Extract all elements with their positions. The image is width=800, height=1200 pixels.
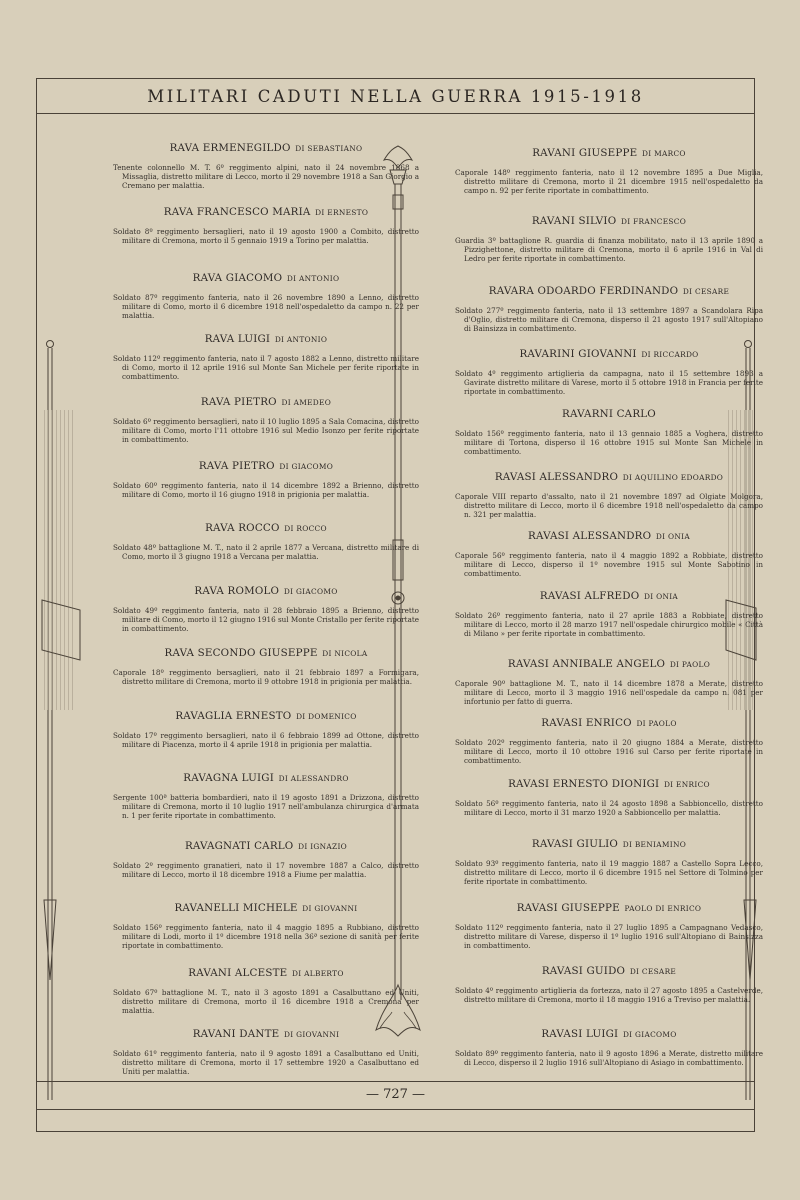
entry-text: Caporale 90º battaglione M. T., nato il 14 dicembre 1878 a Merate, distretto militare di Lecco, morto il 3 maggio 1916 nell'ospedale da campo n. 081 per infortunio per fatto di guerra. [455,679,763,706]
entry [455,470,763,519]
entry-father: DI CESARE [680,287,730,296]
entry-name [113,839,419,853]
entry [113,395,419,444]
entry-surname: RAVASI ALESSANDRO [528,530,652,542]
entry-father: DI ANTONIO [284,274,340,283]
entry-name [455,777,763,791]
entry [113,839,419,879]
entry [455,657,763,706]
entry-father: DI GIOVANNI [281,1030,340,1039]
entry-surname: RAVASI ANNIBALE ANGELO [507,658,666,670]
entry-name [113,1027,419,1041]
page-footer [37,1081,754,1131]
entry-text: Soldato 156º reggimento fanteria, nato il 13 gennaio 1885 a Voghera, distretto militare di Tortona, disperso il 16 ottobre 1915 sul Monte San Michele in combattimento. [455,429,763,456]
entry [455,837,763,886]
entry [455,777,763,817]
entry-name [113,271,419,285]
entry-surname: RAVAGNA LUIGI [183,772,274,784]
entry-surname: RAVA LUIGI [204,333,271,345]
entry-name [113,709,419,723]
entry-name [455,284,763,298]
entry-text: Caporale 56º reggimento fanteria, nato il 4 maggio 1892 a Robbiate, distretto militare di Lecco, disperso il 1º novembre 1915 sul Monte Sabotino in combattimento. [455,551,763,578]
entry-name [455,529,763,543]
entry [113,584,419,633]
entry-surname: RAVA ROMOLO [194,585,280,597]
entry [455,146,763,195]
entry-text: Soldato 89º reggimento fanteria, nato il 9 agosto 1896 a Merate, distretto militare di Lecco, disperso il 2 luglio 1916 sull'Altopiano di Asiago in combattimento. [455,1049,763,1067]
entry-name [113,966,419,980]
entry-surname: RAVA PIETRO [198,460,275,472]
entry-surname: RAVARNI CARLO [562,408,656,420]
entry-name [455,657,763,671]
entry-father: DI GIACOMO [620,1030,677,1039]
footer-rule [37,1109,754,1110]
entry-name [455,214,763,228]
entry-text: Soldato 93º reggimento fanteria, nato il 19 maggio 1887 a Castello Sopra Lecco, distretto militare di Lecco, morto il 6 dicembre 1915 nel Settore di Tolmino per ferite riportate in combattimento. [455,859,763,886]
entry-father: DI MARCO [639,149,686,158]
entry-father: PAOLO DI ENRICO [621,904,702,913]
entry-name [113,771,419,785]
entry-surname: RAVASI ENRICO [541,717,632,729]
entry-surname: RAVANI GIUSEPPE [532,147,638,159]
entry-text: Soldato 61º reggimento fanteria, nato il 9 agosto 1891 a Casalbuttano ed Uniti, distretto militare di Cremona, morto il 17 settembre 1920 a Casalbuttano ed Uniti per malattia. [113,1049,419,1076]
entry-text: Soldato 4º reggimento artiglieria da campagna, nato il 15 settembre 1893 a Gavirate distretto militare di Varese, morto il 5 ottobre 1918 in Francia per ferite riportate in combattimento. [455,369,763,396]
entry-name [113,584,419,598]
entry-surname: RAVA ROCCO [205,522,280,534]
entry-name [113,646,419,660]
entry-text: Caporale 148º reggimento fanteria, nato il 12 novembre 1895 a Due Miglia, distretto militare di Cremona, morto il 21 dicembre 1915 nell'ospedaletto da campo n. 92 per ferite riportate in combattimento. [455,168,763,195]
entry-name [455,470,763,484]
entry [455,964,763,1004]
page-header [37,79,754,114]
entry-father: DI RICCARDO [638,350,699,359]
entry-name [455,837,763,851]
entry [455,214,763,263]
entry-surname: RAVASI LUIGI [541,1028,619,1040]
entry [455,347,763,396]
entry-text: Soldato 2º reggimento granatieri, nato il 17 novembre 1887 a Calco, distretto militare di Lecco, morto il 18 dicembre 1918 a Fiume per malattia. [113,861,419,879]
entry [455,901,763,950]
entry-text: Caporale 18º reggimento bersaglieri, nato il 21 febbraio 1897 a Formigara, distretto militare di Cremona, morto il 9 ottobre 1918 in prigionia per malattia. [113,668,419,686]
entry-text: Soldato 49º reggimento fanteria, nato il 28 febbraio 1895 a Brienno, distretto militare di Como, morto il 12 giugno 1916 sul Monte Cristallo per ferite riportate in combattimento. [113,606,419,633]
entry-name [455,589,763,603]
entry-name [113,459,419,473]
entry-father: DI ALESSANDRO [275,774,349,783]
entry-father: DI ROCCO [281,524,327,533]
entry-father: DI ANTONIO [272,335,328,344]
page-frame [36,78,763,1132]
entry-text: Soldato 8º reggimento bersaglieri, nato il 19 agosto 1900 a Combito, distretto militare di Cremona, morto il 5 gennaio 1919 a Torino per malattia. [113,227,419,245]
entry-text: Caporale VIII reparto d'assalto, nato il 21 novembre 1897 ad Olgiate Molgora, distretto militare di Lecco, morto il 6 dicembre 1918 nell'ospedaletto da campo n. 321 per malattia. [455,492,763,519]
entry-text: Soldato 56º reggimento fanteria, nato il 24 agosto 1898 a Sabbioncello, distretto militare di Lecco, morto il 31 marzo 1920 a Sabbioncello per malattia. [455,799,763,817]
entry-surname: RAVASI ALESSANDRO [494,471,619,483]
entry-father: DI PAOLO [633,719,677,728]
entry-surname: RAVA GIACOMO [192,272,283,284]
page-number: — 727 — [365,1087,426,1102]
entry [455,1027,763,1067]
entry-surname: RAVA SECONDO GIUSEPPE [164,647,318,659]
entry-father: DI GIOVANNI [299,904,358,913]
entry-name [455,901,763,915]
entry-father: DI DOMENICO [293,712,357,721]
entry [113,332,419,381]
entry-name [455,1027,763,1041]
entry-surname: RAVASI ERNESTO DIONIGI [508,778,660,790]
entry-name [455,716,763,730]
entry-father: DI GIACOMO [276,462,334,471]
entry-text: Soldato 6º reggimento bersaglieri, nato il 10 luglio 1895 a Sala Comacina, distretto militare di Como, morto l'11 ottobre 1916 sul Medio Isonzo per ferite riportate in combattimento. [113,417,419,444]
entry-father: DI GIACOMO [281,587,338,596]
entry-father: DI AMEDEO [278,398,332,407]
entry-father: DI ENRICO [661,780,710,789]
entry-father: DI ERNESTO [312,208,369,217]
entry-name [455,964,763,978]
entry-father: DI FRANCESCO [618,217,687,226]
entry [455,529,763,578]
entry-surname: RAVANI SILVIO [531,215,617,227]
entry-text: Soldato 202º reggimento fanteria, nato il 20 giugno 1884 a Merate, distretto militare di Lecco, morto il 10 ottobre 1916 sul Carso per ferite riportate in combattimento. [455,738,763,765]
entry [113,901,419,950]
entry-father: DI IGNAZIO [295,842,348,851]
entry-surname: RAVAGNATI CARLO [184,840,294,852]
entry [113,521,419,561]
entry-name [455,347,763,361]
entry-father: DI AQUILINO EDOARDO [620,473,724,482]
entry-surname: RAVASI ALFREDO [539,590,640,602]
entry [455,284,763,333]
entry-text: Soldato 112º reggimento fanteria, nato il 27 luglio 1895 a Campagnano Vedasco, distretto militare di Varese, disperso il 1º luglio 1916 sull'Altopiano di Bainsizza in combattimento. [455,923,763,950]
entry-text: Soldato 277º reggimento fanteria, nato il 13 settembre 1897 a Scandolara Ripa d'Oglio, distretto militare di Cremona, disperso il 21 agosto 1917 sull'Altopiano di Bainsizza in combattimento. [455,306,763,333]
entry-text: Soldato 48º battaglione M. T., nato il 2 aprile 1877 a Vercana, distretto militare di Como, morto il 3 giugno 1918 a Vercana per malattia. [113,543,419,561]
page-title: MILITARI CADUTI NELLA GUERRA 1915-1918 [147,87,644,106]
entry-surname: RAVANI ALCESTE [188,967,288,979]
entry-name [455,407,763,421]
entry-surname: RAVA ERMENEGILDO [169,142,291,154]
entry-father: DI BENIAMINO [620,840,687,849]
entry-surname: RAVASI GIUSEPPE [516,902,620,914]
entry [455,589,763,638]
entry-surname: RAVAGLIA ERNESTO [175,710,292,722]
entry-father: DI PAOLO [667,660,711,669]
entry-father: DI ALBERTO [289,969,344,978]
entry [113,459,419,499]
entry-name [113,332,419,346]
entry-surname: RAVARA ODOARDO FERDINANDO [488,285,679,297]
entry-name [455,146,763,160]
entry-surname: RAVASI GIULIO [531,838,619,850]
entry-text: Sergente 100ª batteria bombardieri, nato il 19 agosto 1891 a Drizzona, distretto militare di Cremona, morto il 10 luglio 1917 nell'ambulanza chirurgica d'armata n. 1 per ferite riportate in combattimento. [113,793,419,820]
entry [113,1027,419,1076]
entry-name [113,521,419,535]
entry-text: Soldato 4º reggimento artiglieria da fortezza, nato il 27 agosto 1895 a Castelverde, distretto militare di Cremona, morto il 18 maggio 1916 a Treviso per malattia. [455,986,763,1004]
entry-text: Soldato 26º reggimento fanteria, nato il 27 aprile 1883 a Robbiate, distretto militare di Lecco, morto il 28 marzo 1917 nell'ospedale chirurgico mobile « Città di Milano » per ferite riportate in combattimento. [455,611,763,638]
entry-text: Tenente colonnello M. T. 6º reggimento alpini, nato il 24 novembre 1868 a Missaglia, distretto militare di Lecco, morto il 29 novembre 1918 a San Giorgio a Cremano per malattia. [113,163,419,190]
entry-text: Soldato 156º reggimento fanteria, nato il 4 maggio 1895 a Rubbiano, distretto militare di Lodi, morto il 1º dicembre 1918 nella 36ª sezione di sanità per ferite riportate in combattimento. [113,923,419,950]
entry-name [113,395,419,409]
entry-surname: RAVA FRANCESCO MARIA [163,206,311,218]
entry-name [113,141,419,155]
entry-name [113,205,419,219]
entry-surname: RAVARINI GIOVANNI [519,348,637,360]
entry-father: DI ONIA [653,532,690,541]
entry-text: Soldato 87º reggimento fanteria, nato il 26 novembre 1890 a Lenno, distretto militare di Como, morto il 6 dicembre 1918 nell'ospedaletto da campo n. 22 per malattia. [113,293,419,320]
entry [455,407,763,456]
entry-text: Soldato 67º battaglione M. T., nato il 3 agosto 1891 a Casalbuttano ed Uniti, distretto militare di Cremona, morto il 16 dicembre 1918 a Cremona per malattia. [113,988,419,1015]
entry [113,141,419,190]
entry-father: DI CESARE [627,967,677,976]
entry [113,771,419,820]
entry-surname: RAVASI GUIDO [541,965,626,977]
entry [113,709,419,749]
entry-name [113,901,419,915]
entry-father: DI NICOLA [319,649,368,658]
entry [113,646,419,686]
entry-text: Soldato 60º reggimento fanteria, nato il 14 dicembre 1892 a Brienno, distretto militare di Como, morto il 16 giugno 1918 in prigionia per malattia. [113,481,419,499]
entry [113,205,419,245]
entry-text: Guardia 3º battaglione R. guardia di finanza mobilitato, nato il 13 aprile 1890 a Pizzighettone, distretto militare di Cremona, morto il 6 aprile 1916 in Val di Ledro per ferite riportate in combattimento. [455,236,763,263]
entry [113,966,419,1015]
entry-text: Soldato 112º reggimento fanteria, nato il 7 agosto 1882 a Lenno, distretto militare di Como, morto il 12 aprile 1916 sul Monte San Michele per ferite riportate in combattimento. [113,354,419,381]
entry [113,271,419,320]
entry-text: Soldato 17º reggimento bersaglieri, nato il 6 febbraio 1899 ad Ottone, distretto militare di Piacenza, morto il 4 aprile 1918 in prigionia per malattia. [113,731,419,749]
entry-father: DI SEBASTIANO [292,144,363,153]
entry-surname: RAVANI DANTE [192,1028,280,1040]
entry-surname: RAVANELLI MICHELE [174,902,298,914]
entry-father: DI ONIA [641,592,679,601]
entry [455,716,763,765]
entry-surname: RAVA PIETRO [200,396,277,408]
